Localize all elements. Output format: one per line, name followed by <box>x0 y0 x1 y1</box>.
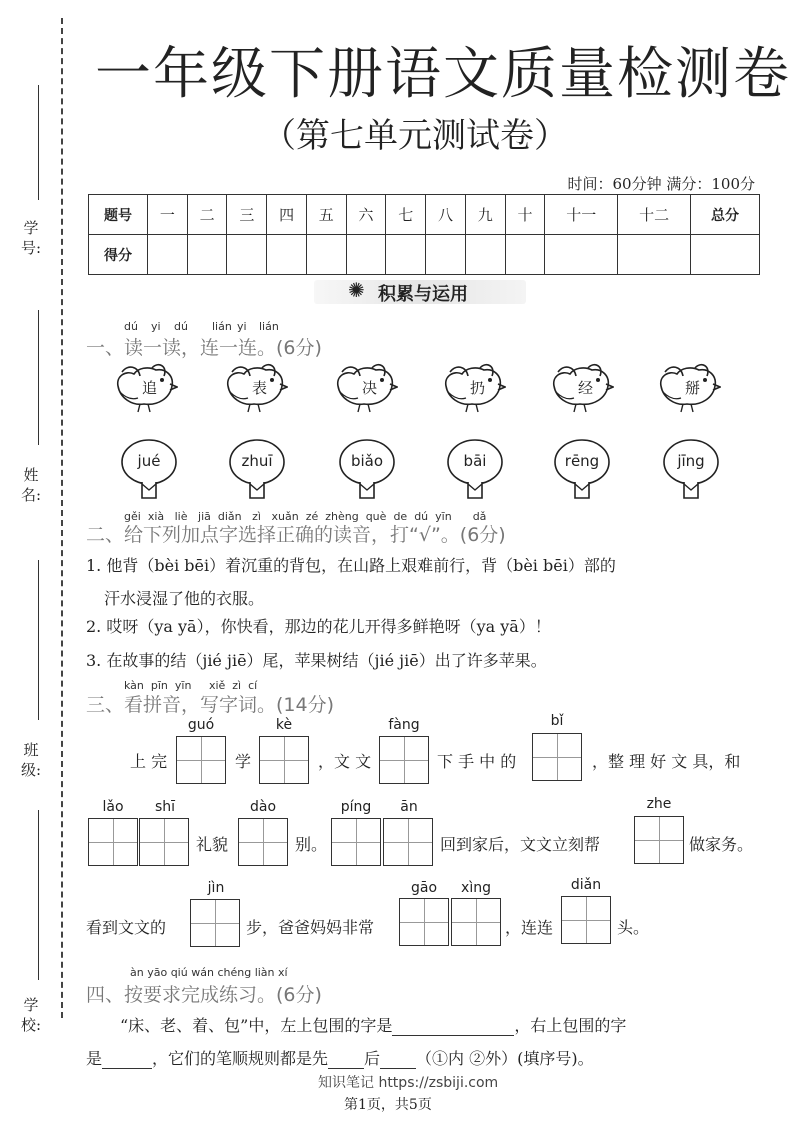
section-banner <box>314 280 526 304</box>
writing-box[interactable] <box>399 898 449 946</box>
writing-box[interactable] <box>259 736 309 784</box>
score-cell: 十一 <box>545 195 618 235</box>
q4-title: 四、按要求完成练习。(6分) <box>86 984 322 1006</box>
score-table <box>88 194 760 275</box>
q3-text: 头。 <box>617 918 650 937</box>
pinyin: xuǎn <box>271 510 299 523</box>
score-input[interactable] <box>465 235 505 275</box>
q3-pinyin: zhe <box>646 796 672 812</box>
class-label: 班级: <box>20 741 42 779</box>
pinyin: kàn <box>124 679 144 692</box>
q3-text: 上 完 <box>130 752 168 771</box>
score-cell: 得分 <box>89 235 148 275</box>
q3-pinyin: dào <box>249 799 277 815</box>
watermark: 知识笔记 https://zsbiji.com <box>318 1075 499 1091</box>
q3-text: 别。 <box>295 835 328 854</box>
section-banner-label: 积累与运用 <box>378 284 468 305</box>
score-cell: 一 <box>148 195 188 235</box>
q4-text: 是 <box>86 1049 103 1068</box>
pinyin: diǎn <box>217 510 242 523</box>
score-input[interactable] <box>505 235 545 275</box>
q3-text: ，文 文 <box>318 752 372 771</box>
writing-box[interactable] <box>190 899 240 947</box>
q1-title: 一、读一读，连一连。(6分) <box>86 337 322 359</box>
answer-blank[interactable] <box>380 1050 416 1069</box>
score-cell: 八 <box>426 195 466 235</box>
pinyin: àn <box>130 966 144 979</box>
pinyin: dú <box>414 510 429 523</box>
tree-pinyin: zhuī <box>241 452 273 470</box>
score-cell: 十 <box>505 195 545 235</box>
score-cell: 六 <box>346 195 386 235</box>
score-cell: 总分 <box>691 195 760 235</box>
tree-pinyin: bāi <box>463 452 487 470</box>
q2-title: 二、给下列加点字选择正确的读音，打“√”。(6分) <box>86 524 506 546</box>
q3-pinyin: jìn <box>207 880 225 896</box>
bird-card[interactable] <box>655 362 717 412</box>
pinyin: zhèng <box>325 510 359 523</box>
pinyin: chéng <box>217 966 252 979</box>
tree-card[interactable] <box>338 438 396 500</box>
bird-card[interactable] <box>222 362 284 412</box>
q3-pinyin: gāo <box>410 880 438 896</box>
q2-line1a: 1. 他背（bèi bēi）着沉重的背包，在山路上艰难前行，背（bèi bēi）部的 <box>86 556 616 575</box>
writing-box[interactable] <box>238 818 288 866</box>
school-label: 学校: <box>20 996 42 1034</box>
pinyin: pīn <box>150 679 168 692</box>
pinyin: zì <box>252 510 261 523</box>
tree-card[interactable] <box>228 438 286 500</box>
writing-box[interactable] <box>88 818 138 866</box>
writing-box[interactable] <box>379 736 429 784</box>
q4-text: “床、老、着、包”中，左上包围的字是 <box>120 1016 393 1035</box>
pinyin: què <box>365 510 387 523</box>
tree-pinyin: jīng <box>677 452 705 470</box>
bird-char: 决 <box>362 379 378 397</box>
pinyin: yīn <box>174 679 192 692</box>
writing-box[interactable] <box>176 736 226 784</box>
score-cell: 四 <box>267 195 307 235</box>
q3-text: 礼貌 <box>196 835 229 854</box>
score-cell: 题号 <box>89 195 148 235</box>
q4-line2 <box>86 1046 594 1069</box>
score-input[interactable] <box>545 235 618 275</box>
pinyin: yi <box>237 320 247 333</box>
pinyin: yīn <box>435 510 452 523</box>
bird-card[interactable] <box>332 362 394 412</box>
tree-pinyin: rēng <box>564 452 600 470</box>
q3-pinyin: bǐ <box>550 713 564 729</box>
name-line <box>38 310 39 445</box>
score-input[interactable] <box>618 235 691 275</box>
page-title: 一年级下册语文质量检测卷 <box>95 42 791 107</box>
pinyin: lián <box>212 320 232 333</box>
pinyin: zé <box>305 510 319 523</box>
q4-text: （①内 ②外）(填序号)。 <box>416 1049 594 1068</box>
writing-box[interactable] <box>331 818 381 866</box>
pinyin: qiú <box>170 966 188 979</box>
score-input[interactable] <box>691 235 760 275</box>
writing-box[interactable] <box>561 896 611 944</box>
answer-blank[interactable] <box>328 1050 364 1069</box>
score-input[interactable] <box>306 235 346 275</box>
writing-box[interactable] <box>451 898 501 946</box>
q3-text: 学 <box>235 752 252 771</box>
q3-pinyin: xìng <box>461 880 491 896</box>
pinyin: lián <box>259 320 279 333</box>
score-cell: 九 <box>465 195 505 235</box>
pinyin: gěi <box>124 510 141 523</box>
school-line <box>38 810 39 980</box>
q4-text: ，它们的笔顺规则都是先 <box>152 1049 329 1068</box>
score-input[interactable] <box>267 235 307 275</box>
bird-card[interactable] <box>112 362 174 412</box>
tree-pinyin: jué <box>137 452 161 470</box>
score-input[interactable] <box>386 235 426 275</box>
score-input[interactable] <box>187 235 227 275</box>
q3-pinyin: ān <box>400 799 418 815</box>
q3-text: 回到家后，文文立刻帮 <box>440 835 601 854</box>
bird-card[interactable] <box>440 362 502 412</box>
seat-line <box>38 85 39 200</box>
q3-pinyin: fàng <box>388 717 420 733</box>
tree-card[interactable] <box>662 438 720 500</box>
pinyin: zì <box>232 679 242 692</box>
writing-box[interactable] <box>634 816 684 864</box>
pinyin: dú <box>174 320 188 333</box>
q3-pinyin: diǎn <box>570 877 602 893</box>
pinyin: xià <box>147 510 165 523</box>
score-cell: 十二 <box>618 195 691 235</box>
pinyin: yāo <box>147 966 168 979</box>
score-cell: 七 <box>386 195 426 235</box>
q3-pinyin: shī <box>154 799 176 815</box>
answer-blank[interactable] <box>392 1017 514 1036</box>
writing-box[interactable] <box>139 818 189 866</box>
q3-text: ，连连 <box>505 918 554 937</box>
writing-box[interactable] <box>532 733 582 781</box>
q4-text: 后 <box>364 1049 381 1068</box>
pinyin: de <box>393 510 408 523</box>
q3-text: ，整 理 好 文 具，和 <box>592 752 741 771</box>
q3-title: 三、看拼音，写字词。(14分) <box>86 694 335 716</box>
bird-card[interactable] <box>548 362 610 412</box>
tree-card[interactable] <box>446 438 504 500</box>
bird-char: 扔 <box>470 379 486 397</box>
bird-char: 追 <box>142 379 158 397</box>
score-header-row <box>89 195 760 235</box>
q3-pinyin: píng <box>340 799 372 815</box>
q2-line1b: 汗水浸湿了他的衣服。 <box>104 589 265 608</box>
writing-box[interactable] <box>383 818 433 866</box>
tree-pinyin: biǎo <box>350 452 384 470</box>
class-line <box>38 560 39 720</box>
q3-text: 看到文文的 <box>86 918 167 937</box>
pinyin: dú <box>124 320 138 333</box>
score-value-row <box>89 235 760 275</box>
q4-line1 <box>120 1013 626 1036</box>
name-label: 姓名: <box>20 466 42 504</box>
page-number: 第1页，共5页 <box>344 1097 432 1113</box>
score-input[interactable] <box>148 235 188 275</box>
pinyin: dǎ <box>472 510 487 523</box>
pinyin: cí <box>248 679 258 692</box>
tree-card[interactable] <box>120 438 178 500</box>
answer-blank[interactable] <box>102 1050 152 1069</box>
score-input[interactable] <box>346 235 386 275</box>
pinyin: xí <box>278 966 288 979</box>
tree-card[interactable] <box>553 438 611 500</box>
score-input[interactable] <box>426 235 466 275</box>
q3-pinyin: lǎo <box>102 799 124 815</box>
seat-label: 学号: <box>20 219 42 257</box>
pinyin: xiě <box>208 679 226 692</box>
score-cell: 三 <box>227 195 267 235</box>
bird-char: 掰 <box>685 379 701 397</box>
q3-text: 步，爸爸妈妈非常 <box>246 918 375 937</box>
q3-pinyin: kè <box>275 717 293 733</box>
pinyin: liàn <box>254 966 275 979</box>
q2-line2: 2. 哎呀（ya yā），你快看，那边的花儿开得多鲜艳呀（ya yā）！ <box>86 617 551 636</box>
cut-line <box>61 18 63 1018</box>
score-cell: 五 <box>306 195 346 235</box>
bird-char: 表 <box>252 379 268 397</box>
q2-line3: 3. 在故事的结（jié jiē）尾，苹果树结（jié jiē）出了许多苹果。 <box>86 651 547 670</box>
pinyin: wán <box>191 966 214 979</box>
page-subtitle: （第七单元测试卷） <box>262 116 568 156</box>
pinyin: yi <box>151 320 161 333</box>
q3-text: 做家务。 <box>689 835 754 854</box>
q3-text: 下 手 中 的 <box>437 752 517 771</box>
score-input[interactable] <box>227 235 267 275</box>
q3-pinyin: guó <box>187 717 215 733</box>
bird-char: 经 <box>578 379 594 397</box>
q4-text: ，右上包围的字 <box>514 1016 627 1035</box>
pinyin: jiā <box>198 510 211 523</box>
q4-pinyin-row <box>130 966 288 979</box>
exam-meta: 时间：60分钟 满分：100分 <box>567 175 755 193</box>
pinyin: liè <box>174 510 188 523</box>
score-cell: 二 <box>187 195 227 235</box>
sun-icon: ✺ <box>348 278 365 302</box>
